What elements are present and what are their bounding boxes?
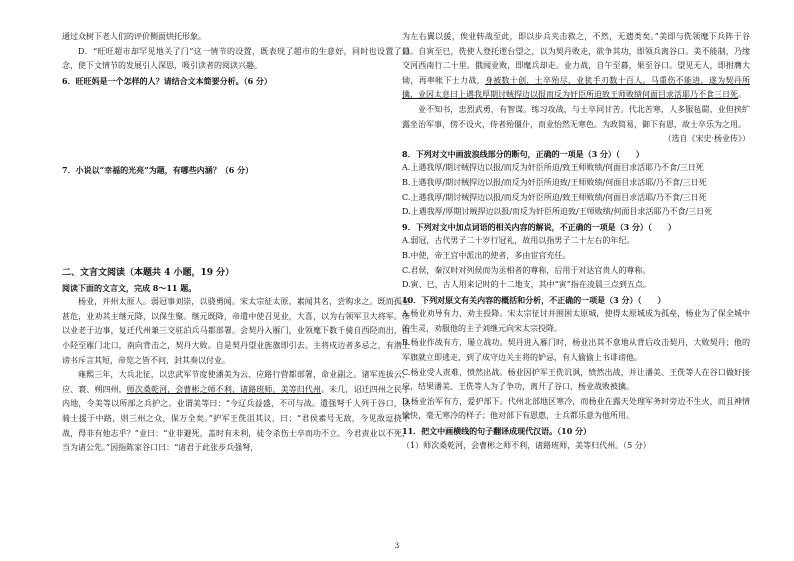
passage-para-1: 杨业，并州太原人。弱冠事刘崇，以骁勇闻。宋太宗征太原，素闻其名，尝购求之。既而孤垒甚危，业劝其主继元降，以保生聚。继元既降，帝遣中使召见业，大喜，以为右领军卫大将军。帝以业老于边事，复迁代州兼三交驻泊兵马都部署。会契丹入雁门，业领麾下数千骑自西陉而出，由小陉至雁门北口，南向背击之，契丹大败。自是契丹望业旌旗即引去。主将戍边者多忌之，有潜上谤书斥言其短，帝览之皆不问，封其奏以付业。	[62, 297, 410, 365]
q11-part-1: （1）师次桑乾河，会曹彬之师不利，诸路班师，美等归代州。（5 分）	[402, 440, 651, 450]
option-d: D．“旺旺超市却罕见地关了门”这一情节的设置，既表现了超市的生意好，同时也设置了悬念，使下文情节的发展引人深思，吸引读者的阅读兴趣。	[62, 46, 410, 71]
right-column	[402, 30, 750, 453]
section-title: 二、文言文阅读（本题共 4 小题，19 分）	[62, 267, 235, 278]
left-column	[62, 30, 410, 456]
underlined-phrase: 身被数十创，士卒殆尽，业犹手刃数十百人。马重伤不能进，遂为契丹所擒，业因太息曰上遇我厚期讨贼捍边以报而反为奸臣所迫致王师败绩何面目求活耶乃不食三日死	[402, 75, 751, 100]
text-line: 通过众树下老人们的评价侧面烘托形象。	[62, 32, 206, 41]
q8-option-c: C.上遇我厚/期讨贼捍边以报/而反为奸臣所迫/致王师败绩/何面目求活耶/乃不食/三日死	[402, 192, 707, 202]
question-8: 8．下列对文中画波浪线部分的断句，正确的一项是（3 分）（ ）	[402, 148, 644, 159]
para-2-text: 为左右翼以援，俟业转战至此，即以步兵夹击救之，不然，无遗类矣。”美即与侁领麾下兵阵于谷口。自寅至巳，侁使人登托逻台望之，以为契丹败走，欲争其功，即领兵离谷口。美不能制，乃缘交河西南行二十里。俄闻业败，即麾兵却走。业力战，自午至暮，果至谷口。望见无人，即拊膺大恸，再率帐下士力战，	[402, 32, 750, 85]
para-2-text: 雍熙三年，大兵北征，以忠武军节度使潘美为云、应路行营都部署，命业副之。诸军连拔云、应、寰、朔四州，	[62, 370, 410, 394]
q9-option-d: D.寅、巳，古人用来记时的十二地支，其中“寅”指在凌晨三点到五点。	[402, 280, 651, 290]
para-2-text: 。未几，诏迁四州之民于内地，令美等以所部之兵护之。业谓美等曰：“今辽兵益盛，不可与战。遣强弩千人列于谷口，以骑士援于中路，则三州之众，保万全矣。”护军王侁沮其议，曰：“君侯素号无敌，今见敌逗挠不战，得非有他志乎？”业曰：“业非避死，盖时有未利，徒令杀伤士卒而功不立。今君责业以不死，当为诸公先。”因指陈家谷口曰：“诸君于此张步兵强弩，	[62, 384, 411, 453]
q9-option-c: C.君侯，秦汉时对列侯而为丞相者的尊称，后用于对达官贵人的尊称。	[402, 265, 651, 275]
q10-option-a: A.杨业劝导有力，劝主投降。宋太宗征讨并围困太原城，使得太原城成为孤垒，杨业为了保全城中的生灵，劝服他的主子刘继元向宋太宗投降。	[402, 309, 750, 333]
q8-option-d: D.上遇我厚/厚期讨贼捍边以报/而反为奸臣所迫致/王师败绩/何面目求活耶乃不食/三日死	[402, 207, 713, 217]
question-10: 10．下列对原文有关内容的概括和分析，不正确的一项是（3 分）（ ）	[402, 294, 666, 305]
passage-para-2	[62, 368, 410, 456]
q9-option-b: B.中使，帝王宫中派出的使者，多由宦官充任。	[402, 250, 571, 260]
q9-option-a: A.弱冠，古代男子二十岁行冠礼，故用以指男子二十左右的年纪。	[402, 236, 635, 246]
underlined-sentence-1: 师次桑乾河，会曹彬之师不利，诸路班师，美等归代州	[126, 384, 322, 394]
question-6: 6．旺旺妈是一个怎样的人？请结合文本简要分析。（6 分）	[62, 75, 272, 86]
instruction: 阅读下面的文言文，完成 8～11 题。	[62, 282, 197, 293]
question-9: 9．下列对文中加点词语的相关内容的解说，不正确的一项是（3 分）（ ）	[402, 221, 676, 232]
answer-space-7	[62, 178, 410, 266]
q8-option-b: B.上遇我厚/期讨贼捍边以报/而反为奸臣所迫致/王师败绩/何面目求活耶/乃不食/三日死	[402, 177, 707, 187]
para-2-text: 。	[738, 90, 746, 100]
question-7: 7．小说以“幸福的光亮”为题，有哪些内涵？（6 分）	[62, 165, 254, 176]
passage-continued	[402, 30, 750, 103]
source-citation: （选自《宋史·杨业传》）	[663, 134, 750, 144]
passage-para-3: 业不知书，忠烈武勇，有智谋。练习攻战，与士卒同甘苦。代北苦寒，人多服毡罽，业但挟纩露坐治军事，傍不设火，侍者殆僵仆，而业怡然无寒色。为政简易，御下有恩，故士卒乐为之用。	[402, 104, 750, 129]
q10-option-c: C.杨业受人责难，愤然出战。杨业因护军王侁讥讽，愤然出战，并让潘美、王侁等人在谷口做好接应，结果潘美、王侁等人为了争功，离开了谷口，杨业战败被擒。	[402, 367, 750, 392]
answer-space-6	[62, 88, 410, 163]
q10-option-d: D.杨业治军有方，爱护部下。代州北部地区寒冷，而杨业在露天处理军务时旁边不生火，而且神情愉快，毫无寒冷的样子；他对部下有恩惠，士兵都乐意为他所用。	[402, 396, 750, 421]
page-number: 3	[394, 542, 400, 550]
question-11: 11．把文中画横线的句子翻译成现代汉语。（10 分）	[402, 426, 592, 437]
q8-option-a: A.上遇我厚/期讨贼捍边以报/而反为奸臣所迫/致王师败绩/何面目求活耶乃不食/三日死	[402, 163, 704, 173]
q10-option-b: B.杨业作战有方，屡立战功。契丹进入雁门时，杨业出其不意地从背后攻击契丹，大败契丹；他的军旗就立即逃走，到了成守边关主将的妒忌，有人偷偷上书诽谤他。	[402, 338, 750, 363]
